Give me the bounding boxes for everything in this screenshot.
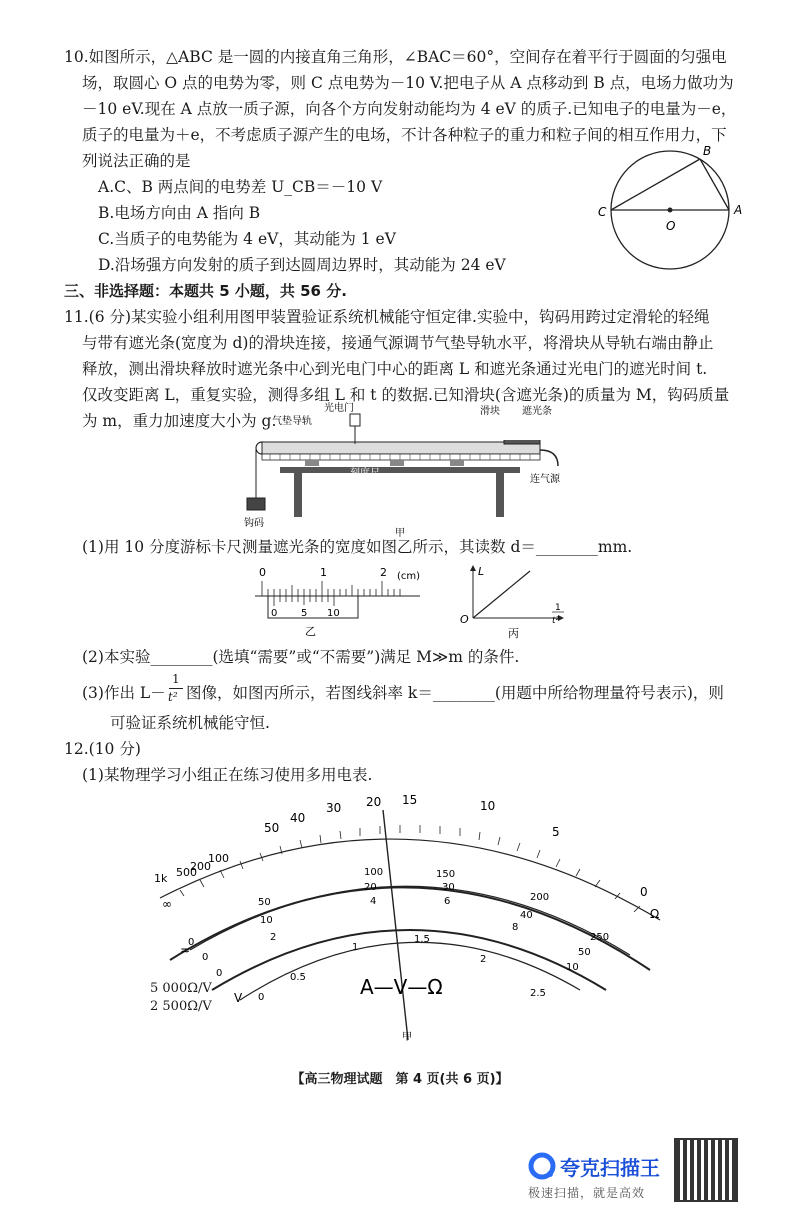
q11-sub3-a: (3)作出 L－ — [82, 684, 166, 702]
page-footer: 【高三物理试题 第 4 页(共 6 页)】 — [291, 1072, 509, 1087]
dc10-0: 0 — [216, 968, 223, 979]
q11-sub3-b: 图像，如图丙所示，若图线斜率 k＝________(用题中所给物理量符号表示)，则 — [186, 684, 724, 702]
multimeter-dial — [140, 790, 680, 1050]
brand-name: 夸克扫描王 — [560, 1156, 660, 1180]
label-o: O — [666, 219, 676, 233]
label-strip: 遮光条 — [522, 406, 552, 417]
caliper-main-0: 0 — [259, 566, 266, 579]
caliper-figure — [250, 563, 430, 643]
caption-meter: 甲 — [402, 1032, 412, 1043]
q11-line-5: 为 m，重力加速度大小为 g. — [82, 412, 277, 430]
ohm-50: 50 — [264, 821, 280, 835]
dc10-4: 4 — [370, 896, 377, 907]
ac-25: 2.5 — [530, 988, 546, 999]
q11-line-1: 11.(6 分)某实验小组利用图甲装置验证系统机械能守恒定律.实验中，钩码用跨过定滑轮的轻绳 — [64, 308, 710, 326]
q12-sub1: (1)某物理学习小组正在练习使用多用电表. — [82, 766, 373, 784]
q11-sub1: (1)用 10 分度游标卡尺测量遮光条的宽度如图乙所示，其读数 d＝________mm. — [82, 538, 633, 556]
dc50-50: 50 — [578, 947, 591, 958]
q11-line-2: 与带有遮光条(宽度为 d)的滑块连接，接通气源调节气垫导轨水平，将滑块从导轨右端由静止 — [82, 334, 714, 352]
quark-logo-icon — [528, 1152, 556, 1180]
dc10-10: 10 — [566, 962, 579, 973]
caliper-main-2: 2 — [380, 566, 387, 579]
label-a: A — [734, 203, 743, 217]
q11-line-3: 释放，测出滑块释放时遮光条中心到光电门中心的距离 L 和遮光条通过光电门的遮光时间 t. — [82, 360, 708, 378]
qr-code-icon — [676, 1140, 736, 1200]
label-b: B — [703, 144, 712, 158]
graph-bing — [458, 563, 578, 643]
ohm-0: 0 — [640, 885, 648, 899]
ohm-inf: ∞ — [162, 897, 172, 911]
ohm-100: 100 — [208, 852, 229, 865]
caption-bing: 丙 — [508, 627, 519, 640]
graph-y-label: L — [478, 565, 485, 578]
q10-option-c: C.当质子的电势能为 4 eV，其动能为 1 eV — [98, 230, 396, 248]
q10-option-b: B.电场方向由 A 指向 B — [98, 204, 261, 222]
ohm-5: 5 — [552, 825, 560, 839]
label-slider: 滑块 — [480, 406, 500, 417]
q10-line-2: 场，取圆心 O 点的电势为零，则 C 点电势为－10 V.把电子从 A 点移动到 B 点，电场力做功为 — [82, 74, 734, 92]
scanner-brand — [528, 1150, 678, 1200]
q10-line-4: 质子的电量为＋e，不考虑质子源产生的电场，不计各种粒子的重力和粒子间的相互作用力，下 — [82, 126, 727, 144]
caliper-main-1: 1 — [320, 566, 327, 579]
q11-sub3-den: t² — [168, 690, 178, 704]
sensitivity-1: 5 000Ω/V — [150, 981, 212, 996]
dc50-20: 20 — [364, 882, 377, 893]
brand-slogan: 极速扫描，就是高效 — [528, 1186, 646, 1200]
ac-1: 1 — [352, 942, 359, 953]
q12-title: 12.(10 分) — [64, 740, 141, 758]
q10-line-3: －10 eV.现在 A 点放一质子源，向各个方向发射动能均为 4 eV 的质子.已知电子的电量为－e， — [82, 100, 737, 118]
ac-05: 0.5 — [290, 972, 306, 983]
q10-option-a: A.C、B 两点间的电势差 U_CB＝－10 V — [98, 178, 383, 196]
ohm-15: 15 — [402, 793, 418, 807]
q10-circle-figure — [590, 140, 760, 280]
air-track-figure — [240, 440, 580, 540]
ac-15: 1.5 — [414, 934, 430, 945]
dc250-100: 100 — [364, 867, 384, 878]
ac-symbol: V — [234, 991, 243, 1005]
caliper-unit: (cm) — [397, 571, 421, 582]
ohm-1k: 1k — [154, 872, 168, 885]
dc250-150: 150 — [436, 869, 456, 880]
ac-0: 0 — [258, 992, 265, 1003]
sensitivity-2: 2 500Ω/V — [150, 999, 212, 1014]
graph-x-den: t² — [552, 616, 560, 626]
q11-sub2: (2)本实验________(选填“需要”或“不需要”)满足 M≫m 的条件. — [82, 648, 520, 666]
ac-2: 2 — [480, 954, 487, 965]
vernier-10: 10 — [327, 608, 340, 619]
q10-line-1: 10.如图所示，△ABC 是一圆的内接直角三角形，∠BAC＝60°，空间存在着平行于圆面的匀强电 — [64, 48, 727, 66]
ohm-20: 20 — [366, 795, 382, 809]
center-label: A—V—Ω — [360, 975, 443, 999]
vernier-5: 5 — [301, 608, 308, 619]
dc50-40: 40 — [520, 910, 533, 921]
label-air: 连气源 — [530, 474, 560, 485]
label-gate: 光电门 — [324, 403, 354, 414]
dc50-10: 10 — [260, 915, 273, 926]
ohm-10: 10 — [480, 799, 496, 813]
dc10-6: 6 — [444, 896, 451, 907]
label-c: C — [598, 205, 607, 219]
vernier-0: 0 — [271, 608, 278, 619]
q11-sub3-fraction-bar — [169, 688, 183, 689]
caption-yi: 乙 — [305, 625, 316, 638]
ohm-500: 500 — [176, 866, 197, 879]
section-heading: 三、非选择题：本题共 5 小题，共 56 分. — [64, 282, 347, 300]
dc10-2: 2 — [270, 932, 277, 943]
dc250-0: 0 — [188, 937, 195, 948]
q11-line-4: 仅改变距离 L，重复实验，测得多组 L 和 t 的数据.已知滑块(含遮光条)的质量为 M，钩码质量 — [82, 386, 730, 404]
caption-jia: 甲 — [395, 528, 405, 539]
label-track: 气垫导轨 — [272, 416, 312, 427]
graph-x-num: 1 — [555, 603, 561, 613]
air-track-labels — [240, 400, 580, 444]
ohm-30: 30 — [326, 801, 342, 815]
q11-sub3-num: 1 — [172, 672, 180, 686]
dc50-30: 30 — [442, 882, 455, 893]
label-weight: 钩码 — [244, 518, 264, 529]
dc50-0: 0 — [202, 952, 209, 963]
q11-sub3-c: 可验证系统机械能守恒. — [110, 714, 270, 732]
dc250-50: 50 — [258, 897, 271, 908]
q10-line-5: 列说法正确的是 — [82, 152, 191, 170]
dc10-8: 8 — [512, 922, 519, 933]
label-ruler: 刻度尺 — [350, 468, 380, 479]
dc-symbol: ≂ — [180, 943, 191, 957]
dc250-200: 200 — [530, 892, 550, 903]
ohm-200: 200 — [190, 860, 211, 873]
graph-origin: O — [460, 613, 469, 626]
dc250-250: 250 — [590, 932, 610, 943]
q10-option-d: D.沿场强方向发射的质子到达圆周边界时，其动能为 24 eV — [98, 256, 506, 274]
ohm-unit: Ω — [650, 907, 660, 921]
ohm-40: 40 — [290, 811, 306, 825]
